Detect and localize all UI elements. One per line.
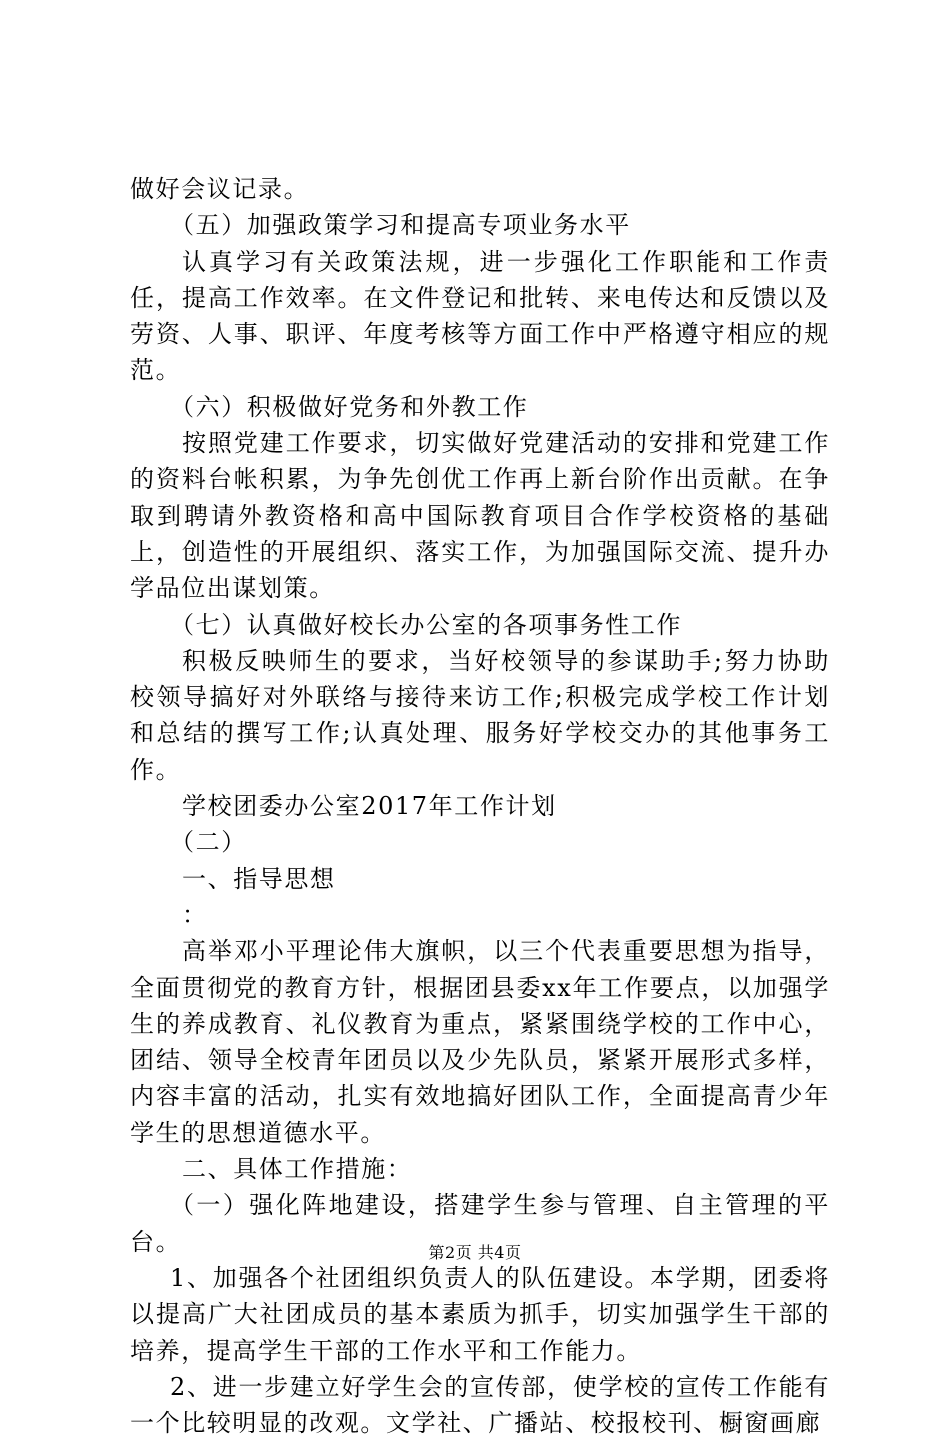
section-heading: 二、具体工作措施： (182, 1155, 413, 1184)
paragraph: 积极反映师生的要求，当好校领导的参谋助手;努力协助校领导搞好对外联络与接待来访工作;积极完成学校工作计划和总结的撰写工作;认真处理、服务好学校交办的其他事务工作。 (130, 646, 830, 784)
section-heading: （七）认真做好校长办公室的各项事务性工作 (170, 610, 682, 639)
section-heading: （五）加强政策学习和提高专项业务水平 (170, 211, 631, 240)
section-heading: 一、指导思想 (182, 864, 336, 893)
paragraph: 1、加强各个社团组织负责人的队伍建设。本学期，团委将以提高广大社团成员的基本素质为抓手，切实加强学生干部的培养，提高学生干部的工作水平和工作能力。 (130, 1263, 830, 1365)
paragraph: 认真学习有关政策法规，进一步强化工作职能和工作责任，提高工作效率。在文件登记和批转、来电传达和反馈以及劳资、人事、职评、年度考核等方面工作中严格遵守相应的规范。 (130, 247, 830, 385)
paragraph: 做好会议记录。 (130, 175, 310, 203)
paragraph: 高举邓小平理论伟大旗帜，以三个代表重要思想为指导，全面贯彻党的教育方针，根据团县委xx年工作要点，以加强学生的养成教育、礼仪教育为重点，紧紧围绕学校的工作中心，团结、领导全校青年团员以及少先队员，紧紧开展形式多样，内容丰富的活动，扎实有效地搞好团队工作，全面提高青少年学生的思想道德水平。 (130, 937, 830, 1147)
paragraph: 2、进一步建立好学生会的宣传部，使学校的宣传工作能有一个比较明显的改观。文学社、广播站、校报校刊、橱窗画廊 (130, 1372, 830, 1438)
document-title: 学校团委办公室2017年工作计划 (182, 792, 557, 821)
page-footer: 第2页 共4页 (428, 1243, 522, 1262)
part-number: （二） (170, 828, 247, 857)
paragraph: 按照党建工作要求，切实做好党建活动的安排和党建工作的资料台帐积累，为争先创优工作再上新台阶作出贡献。在争取到聘请外教资格和高中国际教育项目合作学校资格的基础上，创造性的开展组织、落实工作，为加强国际交流、提升办学品位出谋划策。 (130, 429, 830, 603)
section-heading: （六）积极做好党务和外教工作 (170, 392, 529, 421)
paragraph: ： (182, 900, 208, 929)
section-heading: （一）强化阵地建设，搭建学生参与管理、自主管理的平台。 (130, 1191, 830, 1256)
